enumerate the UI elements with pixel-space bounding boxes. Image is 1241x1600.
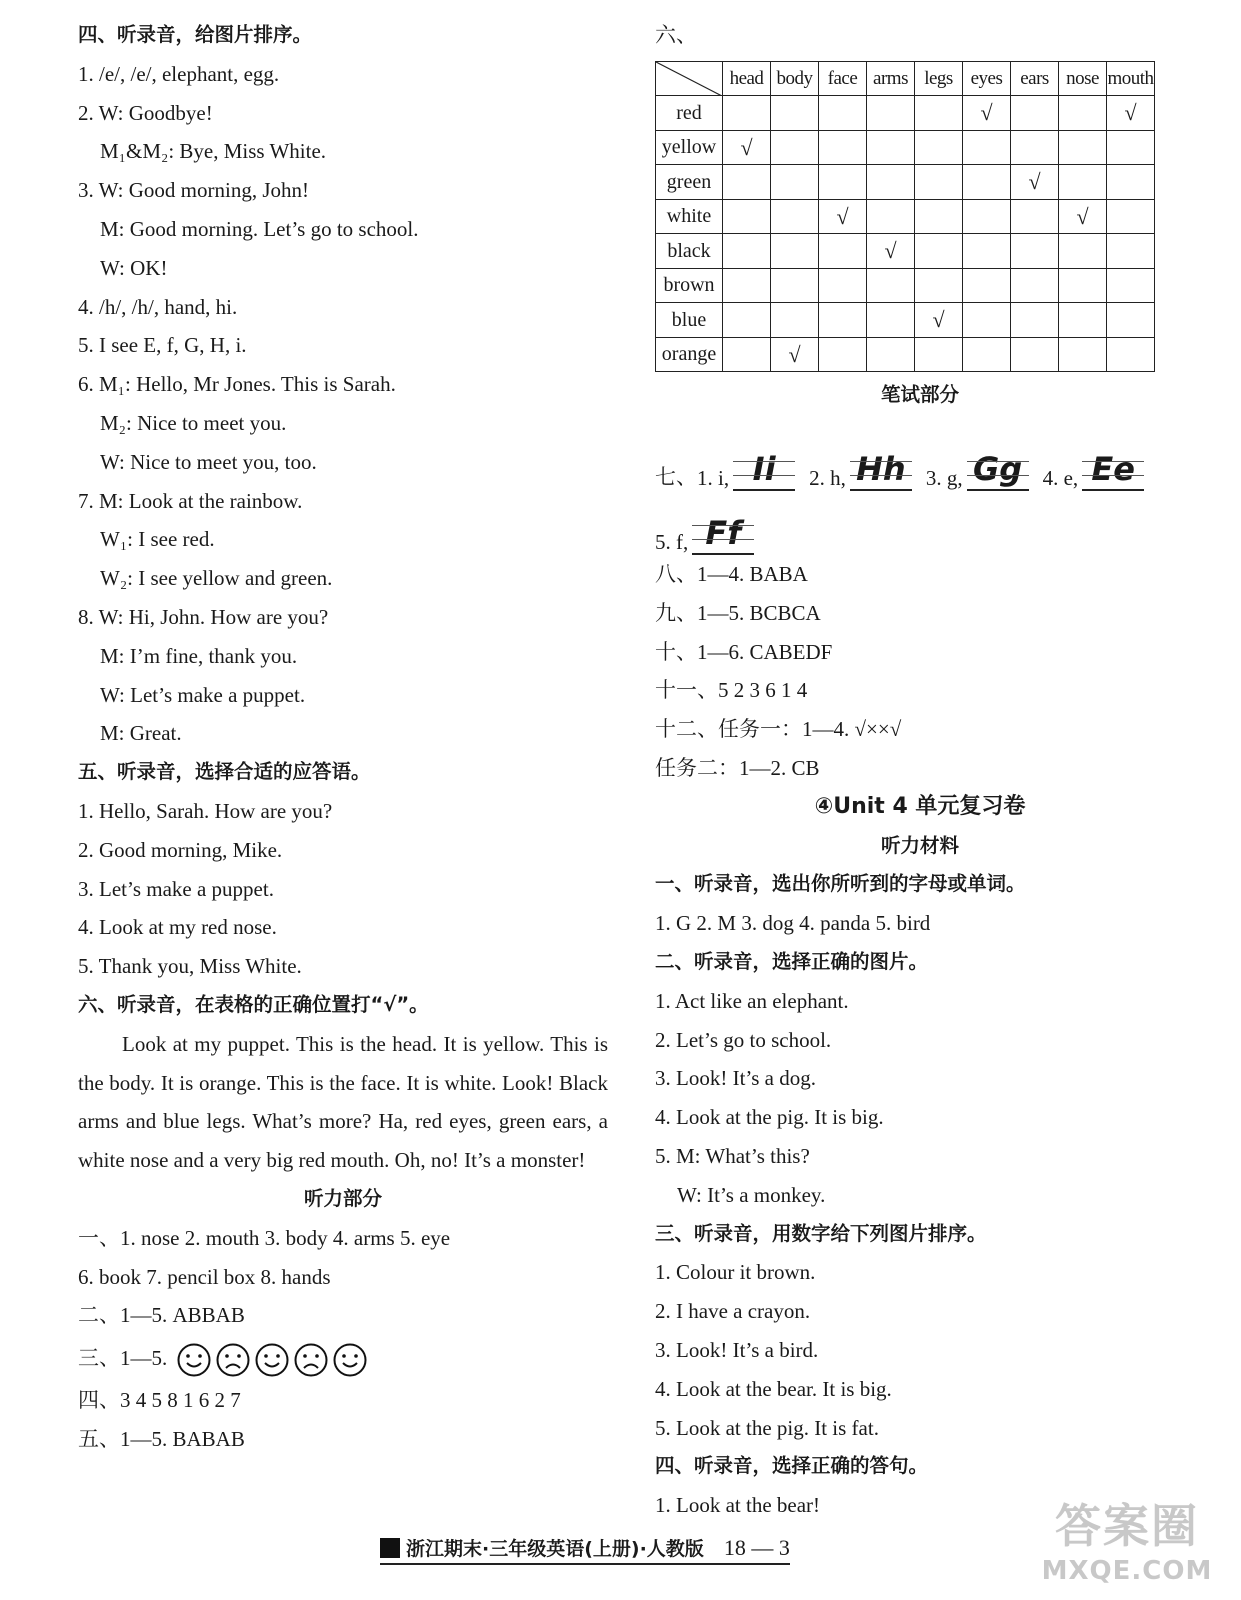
question-7-item-label: 2. h, xyxy=(809,466,846,491)
transcript-line: 2. I have a crayon. xyxy=(655,1299,811,1324)
table-cell xyxy=(723,165,771,200)
answer-4: 四、3 4 5 8 1 6 2 7 xyxy=(78,1388,241,1413)
table-column-header: head xyxy=(723,61,771,96)
table-cell xyxy=(963,96,1011,131)
table-cell xyxy=(1059,268,1107,303)
transcript-line: 4. Look at my red nose. xyxy=(78,915,277,940)
right-column xyxy=(655,16,1185,1525)
transcript-line: 3. Look! It’s a bird. xyxy=(655,1338,819,1363)
table-cell xyxy=(1107,96,1155,131)
checkmark-icon: √ xyxy=(1076,203,1089,229)
table-row xyxy=(656,165,1155,200)
transcript-line: 4. Look at the bear. It is big. xyxy=(655,1376,892,1401)
table-cell xyxy=(963,303,1011,338)
smiley-face-icon xyxy=(177,1343,211,1377)
table-cell xyxy=(1107,303,1155,338)
table-row xyxy=(656,337,1155,372)
page-number: 18 — 3 xyxy=(723,1534,790,1560)
question-7-handwriting: Gg xyxy=(967,449,1029,491)
table-column-header: ears xyxy=(1011,61,1059,96)
answer-2: 二、1—5. ABBAB xyxy=(78,1303,245,1328)
answer-1: 一、1. nose 2. mouth 3. body 4. arms 5. eye xyxy=(78,1225,451,1250)
transcript-line: 4. Look at the pig. It is big. xyxy=(655,1105,884,1130)
table-cell xyxy=(867,96,915,131)
question-7-handwriting: Ee xyxy=(1082,449,1144,491)
table-cell xyxy=(819,268,867,303)
transcript-line: 4. /h/, /h/, hand, hi. xyxy=(78,294,238,319)
table-row xyxy=(656,268,1155,303)
table-cell xyxy=(1059,337,1107,372)
table-cell xyxy=(915,337,963,372)
unit-4-subtitle: 听力材料 xyxy=(880,833,959,857)
question-7-item-label: 1. i, xyxy=(697,466,730,491)
unit-q3-title: 三、听录音，用数字给下列图片排序。 xyxy=(655,1221,987,1245)
table-column-header: face xyxy=(819,61,867,96)
puppet-table xyxy=(655,61,1155,373)
table-cell xyxy=(1059,130,1107,165)
transcript-line: 1. Colour it brown. xyxy=(655,1260,816,1285)
table-cell xyxy=(723,303,771,338)
checkmark-icon: √ xyxy=(932,307,945,333)
table-column-header: eyes xyxy=(963,61,1011,96)
table-cell xyxy=(771,337,819,372)
table-cell xyxy=(1059,199,1107,234)
table-cell xyxy=(915,130,963,165)
answer-12-task-2: 任务二：1—2. CB xyxy=(655,756,820,781)
table-cell xyxy=(1107,199,1155,234)
table-cell xyxy=(1011,337,1059,372)
table-row-label: brown xyxy=(656,268,723,303)
table-cell xyxy=(963,199,1011,234)
table-row-label: white xyxy=(656,199,723,234)
checkmark-icon: √ xyxy=(884,238,897,264)
section-5-lines xyxy=(78,792,608,986)
table-cell xyxy=(915,165,963,200)
table-cell xyxy=(1059,96,1107,131)
table-cell xyxy=(867,268,915,303)
unit-q4-title: 四、听录音，选择正确的答句。 xyxy=(655,1454,929,1478)
table-header-row xyxy=(656,61,1155,96)
transcript-line: 7. M: Look at the rainbow. xyxy=(78,488,303,513)
transcript-line: M: Great. xyxy=(100,721,182,746)
table-cell xyxy=(915,96,963,131)
question-7-item-5-handwriting: Ff xyxy=(692,513,754,555)
table-row xyxy=(656,234,1155,269)
transcript-line: W: Nice to meet you, too. xyxy=(100,449,317,474)
sad-face-icon xyxy=(294,1343,328,1377)
transcript-line: 5. Thank you, Miss White. xyxy=(78,954,302,979)
table-row-label: yellow xyxy=(656,130,723,165)
transcript-line: 6. M₁: Hello, Mr Jones. This is Sarah. xyxy=(78,372,396,397)
transcript-line: W: Let’s make a puppet. xyxy=(100,682,306,707)
unit-q2-title: 二、听录音，选择正确的图片。 xyxy=(655,950,929,974)
table-cell xyxy=(723,130,771,165)
unit-q2-lines xyxy=(655,982,1185,1215)
table-cell xyxy=(963,234,1011,269)
answer-3-faces xyxy=(177,1343,367,1377)
listening-part-title: 听力部分 xyxy=(303,1186,382,1210)
table-cell xyxy=(819,337,867,372)
transcript-line: W: OK! xyxy=(100,255,168,280)
question-7-letters xyxy=(655,415,1185,491)
page-footer xyxy=(380,1534,790,1565)
transcript-line: M₂: Nice to meet you. xyxy=(100,410,287,435)
section-6-passage-text: Look at my puppet. This is the head. It is yellow. This is the body. It is orange. This is the face. It is white. Look! Black arms and blue legs. What’s more? Ha, red eyes, green ears, a white nose and a very big red mouth. Oh, no! It’s a monster! xyxy=(78,1031,608,1173)
transcript-line: W₂: I see yellow and green. xyxy=(100,566,333,591)
unit-q3-lines xyxy=(655,1253,1185,1447)
smiley-face-icon xyxy=(255,1343,289,1377)
checkmark-icon: √ xyxy=(1124,100,1137,126)
question-7-prefix: 七、 xyxy=(655,465,697,490)
table-cell xyxy=(915,303,963,338)
table-cell xyxy=(819,165,867,200)
table-column-header: nose xyxy=(1059,61,1107,96)
table-cell xyxy=(1107,268,1155,303)
transcript-line: M: Good morning. Let’s go to school. xyxy=(100,216,419,241)
table-cell xyxy=(867,130,915,165)
transcript-line: M₁&M₂: Bye, Miss White. xyxy=(100,139,327,164)
answer-9: 九、1—5. BCBCA xyxy=(655,600,821,625)
table-cell xyxy=(1011,268,1059,303)
table-cell xyxy=(867,337,915,372)
answer-3 xyxy=(78,1335,608,1381)
table-cell xyxy=(723,234,771,269)
table-cell xyxy=(771,130,819,165)
transcript-line: 2. Let’s go to school. xyxy=(655,1027,832,1052)
table-cell xyxy=(771,96,819,131)
table-cell xyxy=(771,165,819,200)
smiley-face-icon xyxy=(333,1343,367,1377)
answer-8: 八、1—4. BABA xyxy=(655,562,808,587)
section-6-passage xyxy=(78,1025,608,1180)
table-cell xyxy=(723,96,771,131)
table-cell xyxy=(867,165,915,200)
table-column-header: mouth xyxy=(1107,61,1155,96)
transcript-line: 5. I see E, f, G, H, i. xyxy=(78,333,247,358)
transcript-line: 1. Act like an elephant. xyxy=(655,988,849,1013)
question-7-item-label: 4. e, xyxy=(1042,466,1079,491)
question-7-handwriting: Hh xyxy=(850,449,912,491)
answer-3-prefix: 三、1—5. xyxy=(78,1346,168,1371)
transcript-line: 8. W: Hi, John. How are you? xyxy=(78,604,329,629)
checkmark-icon: √ xyxy=(788,341,801,367)
checkmark-icon: √ xyxy=(836,203,849,229)
table-cell xyxy=(819,234,867,269)
table-cell xyxy=(915,234,963,269)
table-row-label: black xyxy=(656,234,723,269)
footer-text: 浙江期末·三年级英语(上册)·人教版 xyxy=(406,1538,704,1560)
table-cell xyxy=(819,199,867,234)
answer-11: 十一、5 2 3 6 1 4 xyxy=(655,678,808,703)
section-4-lines xyxy=(78,55,608,753)
table-cell xyxy=(771,303,819,338)
watermark-logo xyxy=(1037,1490,1217,1586)
question-7-item-label: 3. g, xyxy=(925,466,963,491)
table-cell xyxy=(1011,303,1059,338)
table-column-header: legs xyxy=(915,61,963,96)
transcript-line: 2. Good morning, Mike. xyxy=(78,837,283,862)
checkmark-icon: √ xyxy=(740,134,753,160)
table-cell xyxy=(1011,234,1059,269)
table-cell xyxy=(819,96,867,131)
unit-4-title: ④Unit 4 单元复习卷 xyxy=(814,793,1026,819)
table-cell xyxy=(963,337,1011,372)
table-cell xyxy=(1011,165,1059,200)
table-cell xyxy=(915,199,963,234)
answer-10: 十、1—6. CABEDF xyxy=(655,639,833,664)
footer-square-icon xyxy=(380,1538,400,1558)
answer-5: 五、1—5. BABAB xyxy=(78,1426,245,1451)
table-row-label: orange xyxy=(656,337,723,372)
checkmark-icon: √ xyxy=(1028,169,1041,195)
table-cell xyxy=(1059,303,1107,338)
table-row xyxy=(656,303,1155,338)
watermark-line-2: MXQE.COM xyxy=(1041,1556,1213,1586)
table-cell xyxy=(1011,96,1059,131)
section-6-title: 六、听录音，在表格的正确位置打“√”。 xyxy=(78,992,429,1016)
table-cell xyxy=(1059,165,1107,200)
table-row-label: green xyxy=(656,165,723,200)
table-cell xyxy=(1107,165,1155,200)
table-column-header: arms xyxy=(867,61,915,96)
table-cell xyxy=(867,303,915,338)
answer-1-continued: 6. book 7. pencil box 8. hands xyxy=(78,1264,331,1289)
table-cell xyxy=(963,165,1011,200)
transcript-line: 5. M: What’s this? xyxy=(655,1144,810,1169)
question-7-item-5 xyxy=(655,491,1185,555)
table-cell xyxy=(1059,234,1107,269)
section-6-label: 六、 xyxy=(655,23,697,47)
table-body xyxy=(656,96,1155,372)
transcript-line: 1. Hello, Sarah. How are you? xyxy=(78,798,333,823)
transcript-line: 3. Look! It’s a dog. xyxy=(655,1066,816,1091)
table-cell xyxy=(723,268,771,303)
table-cell xyxy=(915,268,963,303)
transcript-line: 5. Look at the pig. It is fat. xyxy=(655,1415,879,1440)
table-row xyxy=(656,130,1155,165)
transcript-line: 1. /e/, /e/, elephant, egg. xyxy=(78,61,280,86)
transcript-line: W: It’s a monkey. xyxy=(677,1182,826,1207)
table-row xyxy=(656,199,1155,234)
transcript-line: 3. W: Good morning, John! xyxy=(78,178,309,203)
table-cell xyxy=(771,234,819,269)
table-cell xyxy=(1107,337,1155,372)
table-cell xyxy=(819,303,867,338)
transcript-line: W₁: I see red. xyxy=(100,527,215,552)
diagonal-line xyxy=(656,62,722,96)
left-column xyxy=(78,16,608,1459)
table-cell xyxy=(723,199,771,234)
written-part-title: 笔试部分 xyxy=(880,383,959,407)
section-5-title: 五、听录音，选择合适的应答语。 xyxy=(78,760,371,784)
table-cell xyxy=(963,130,1011,165)
table-cell xyxy=(867,199,915,234)
table-row-label: red xyxy=(656,96,723,131)
table-cell xyxy=(1107,234,1155,269)
table-row-label: blue xyxy=(656,303,723,338)
sad-face-icon xyxy=(216,1343,250,1377)
table-cell xyxy=(819,130,867,165)
table-column-header: body xyxy=(771,61,819,96)
table-cell xyxy=(1011,130,1059,165)
table-cell xyxy=(963,268,1011,303)
unit-q4-line: 1. Look at the bear! xyxy=(655,1493,821,1518)
unit-q1-title: 一、听录音，选出你所听到的字母或单词。 xyxy=(655,872,1026,896)
table-cell xyxy=(867,234,915,269)
transcript-line: 2. W: Goodbye! xyxy=(78,100,213,125)
table-cell xyxy=(1011,199,1059,234)
unit-q1-line: 1. G 2. M 3. dog 4. panda 5. bird xyxy=(655,911,931,936)
section-4-title: 四、听录音，给图片排序。 xyxy=(78,23,313,46)
question-7-handwriting: Ii xyxy=(733,449,795,491)
table-cell xyxy=(723,337,771,372)
table-corner-cell xyxy=(656,61,723,96)
question-7-item-5-label: 5. f, xyxy=(655,530,689,555)
table-cell xyxy=(1107,130,1155,165)
checkmark-icon: √ xyxy=(980,100,993,126)
table-cell xyxy=(771,268,819,303)
watermark-line-1: 答案圈 xyxy=(1055,1499,1199,1553)
table-row xyxy=(656,96,1155,131)
answer-12: 十二、任务一：1—4. √××√ xyxy=(655,717,902,742)
transcript-line: M: I’m fine, thank you. xyxy=(100,643,298,668)
transcript-line: 3. Let’s make a puppet. xyxy=(78,876,274,901)
table-cell xyxy=(771,199,819,234)
